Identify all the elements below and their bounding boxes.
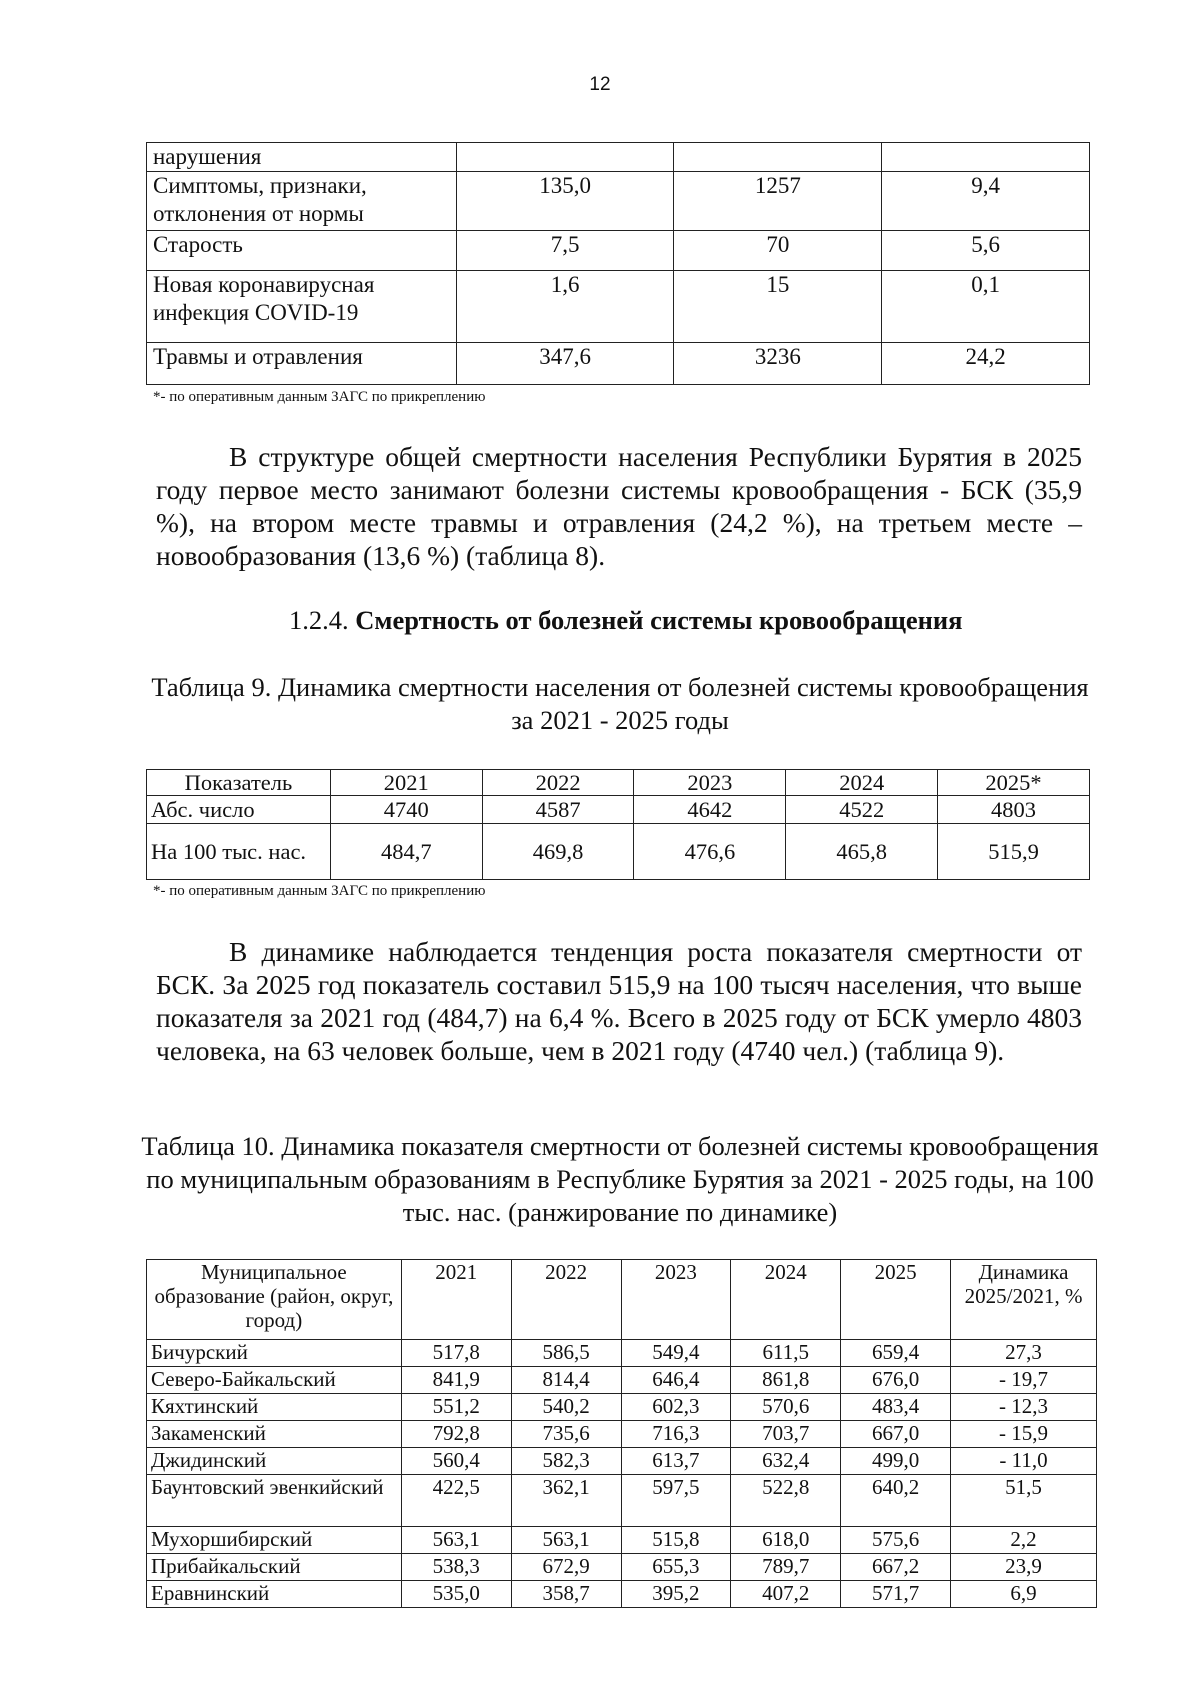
table-caption: Таблица 10. Динамика показателя смертности от болезней системы кровообращения по муниципальным образованиям в Республике Бурятия за 2021 - 2025 годы, на 100 тыс. нас. (ранжирование по динамике) — [141, 1131, 1099, 1227]
column-header: 2024 — [731, 1260, 841, 1340]
table-cell: 51,5 — [951, 1475, 1097, 1527]
table-cell: 5,6 — [882, 231, 1090, 271]
table-cell: 15 — [674, 271, 882, 343]
table-cell: Старость — [147, 231, 457, 271]
table-cell: 861,8 — [731, 1367, 841, 1394]
table-cell: 422,5 — [401, 1475, 511, 1527]
table-header-row — [147, 770, 1090, 796]
table-cell: 24,2 — [882, 343, 1090, 385]
table-cell: 1,6 — [456, 271, 674, 343]
table-cell: 499,0 — [841, 1448, 951, 1475]
table-row — [147, 271, 1090, 343]
table-cell: 560,4 — [401, 1448, 511, 1475]
table-row — [147, 143, 1090, 172]
table-cell: На 100 тыс. нас. — [147, 824, 331, 880]
table-cell: 4587 — [482, 796, 634, 824]
column-header: 2024 — [786, 770, 938, 796]
table-cell: Абс. число — [147, 796, 331, 824]
table-cell: 535,0 — [401, 1581, 511, 1608]
section-number: 1.2.4. — [289, 605, 349, 635]
table-footnote: *- по оперативным данным ЗАГС по прикреплению — [153, 883, 486, 899]
table-cell: 2,2 — [951, 1527, 1097, 1554]
table-cell: 632,4 — [731, 1448, 841, 1475]
table-cell: - 12,3 — [951, 1394, 1097, 1421]
table-cell: 476,6 — [634, 824, 786, 880]
table-cell: 465,8 — [786, 824, 938, 880]
table-row — [147, 343, 1090, 385]
mortality-structure-table — [146, 142, 1090, 385]
table-cell: 667,2 — [841, 1554, 951, 1581]
table-cell: 7,5 — [456, 231, 674, 271]
table-cell: 4522 — [786, 796, 938, 824]
table-row — [147, 1475, 1097, 1527]
section-title: Смертность от болезней системы кровообращения — [355, 605, 963, 635]
table-row — [147, 1581, 1097, 1608]
table-cell — [882, 143, 1090, 172]
table-cell: Симптомы, признаки, отклонения от нормы — [147, 172, 457, 231]
table-cell: Бичурский — [147, 1340, 402, 1367]
table-row — [147, 1421, 1097, 1448]
table-row — [147, 824, 1090, 880]
table-cell: 347,6 — [456, 343, 674, 385]
table-footnote: *- по оперативным данным ЗАГС по прикреплению — [153, 389, 486, 405]
table-cell: 540,2 — [511, 1394, 621, 1421]
column-header: 2023 — [621, 1260, 731, 1340]
table-cell: Закаменский — [147, 1421, 402, 1448]
table-cell: 735,6 — [511, 1421, 621, 1448]
table-cell: 4803 — [938, 796, 1090, 824]
table-cell: 597,5 — [621, 1475, 731, 1527]
table-cell: 672,9 — [511, 1554, 621, 1581]
table-cell: 551,2 — [401, 1394, 511, 1421]
table-cell: - 15,9 — [951, 1421, 1097, 1448]
column-header: 2022 — [511, 1260, 621, 1340]
table-cell: 362,1 — [511, 1475, 621, 1527]
table-cell: 570,6 — [731, 1394, 841, 1421]
table-cell: 484,7 — [330, 824, 482, 880]
table-row — [147, 231, 1090, 271]
table-cell: - 11,0 — [951, 1448, 1097, 1475]
table-cell: 23,9 — [951, 1554, 1097, 1581]
table-cell: нарушения — [147, 143, 457, 172]
table-cell: 358,7 — [511, 1581, 621, 1608]
table-cell: 0,1 — [882, 271, 1090, 343]
table-cell: 613,7 — [621, 1448, 731, 1475]
table-cell: 538,3 — [401, 1554, 511, 1581]
table-cell: 522,8 — [731, 1475, 841, 1527]
section-heading — [289, 605, 963, 636]
column-header: 2025 — [841, 1260, 951, 1340]
table-cell: Мухоршибирский — [147, 1527, 402, 1554]
cvd-mortality-dynamics-table — [146, 769, 1090, 880]
paragraph: В динамике наблюдается тенденция роста показателя смертности от БСК. За 2025 год показатель составил 515,9 на 100 тысяч населения, что выше показателя за 2021 год (484,7) на 6,4 %. Всего в 2025 году от БСК умерло 4803 человека, на 63 человек больше, чем в 2021 году (4740 чел.) (таблица 9). — [156, 936, 1082, 1066]
table-cell: 563,1 — [401, 1527, 511, 1554]
column-header: Динамика 2025/2021, % — [951, 1260, 1097, 1340]
table-cell: 814,4 — [511, 1367, 621, 1394]
column-header: Муниципальное образование (район, округ, город) — [147, 1260, 402, 1340]
table-cell: 575,6 — [841, 1527, 951, 1554]
table-cell: 703,7 — [731, 1421, 841, 1448]
table-row — [147, 1448, 1097, 1475]
table-cell: 469,8 — [482, 824, 634, 880]
table-row — [147, 1554, 1097, 1581]
table-cell: 667,0 — [841, 1421, 951, 1448]
table-cell: Еравнинский — [147, 1581, 402, 1608]
table-cell: 515,9 — [938, 824, 1090, 880]
table-cell: 563,1 — [511, 1527, 621, 1554]
table-cell: 9,4 — [882, 172, 1090, 231]
table-cell: 515,8 — [621, 1527, 731, 1554]
table-cell: 395,2 — [621, 1581, 731, 1608]
table-cell: 571,7 — [841, 1581, 951, 1608]
table-row — [147, 1340, 1097, 1367]
table-cell: 407,2 — [731, 1581, 841, 1608]
paragraph: В структуре общей смертности населения Республики Бурятия в 2025 году первое место занимают болезни системы кровообращения - БСК (35,9 %), на втором месте травмы и отравления (24,2 %), на третьем месте – новообразования (13,6 %) (таблица 8). — [156, 441, 1082, 571]
table-cell: Кяхтинский — [147, 1394, 402, 1421]
table-cell: 517,8 — [401, 1340, 511, 1367]
table-cell: 4642 — [634, 796, 786, 824]
table-cell: 70 — [674, 231, 882, 271]
table-cell: - 19,7 — [951, 1367, 1097, 1394]
table-cell: 4740 — [330, 796, 482, 824]
table-cell: 582,3 — [511, 1448, 621, 1475]
column-header: 2021 — [330, 770, 482, 796]
table-cell: 841,9 — [401, 1367, 511, 1394]
column-header: 2022 — [482, 770, 634, 796]
table-row — [147, 1527, 1097, 1554]
table-cell: 602,3 — [621, 1394, 731, 1421]
table-cell: Северо-Байкальский — [147, 1367, 402, 1394]
table-cell: 676,0 — [841, 1367, 951, 1394]
table-cell: Новая коронавирусная инфекция COVID-19 — [147, 271, 457, 343]
column-header: 2025* — [938, 770, 1090, 796]
table-cell: 549,4 — [621, 1340, 731, 1367]
table-cell: Джидинский — [147, 1448, 402, 1475]
page-number: 12 — [589, 74, 611, 95]
table-row — [147, 1394, 1097, 1421]
column-header: Показатель — [147, 770, 331, 796]
table-cell: 789,7 — [731, 1554, 841, 1581]
table-cell: 6,9 — [951, 1581, 1097, 1608]
table-cell: Баунтовский эвенкийский — [147, 1475, 402, 1527]
table-cell: Прибайкальский — [147, 1554, 402, 1581]
table-cell: 611,5 — [731, 1340, 841, 1367]
column-header: 2021 — [401, 1260, 511, 1340]
table-cell: 792,8 — [401, 1421, 511, 1448]
table-cell: 27,3 — [951, 1340, 1097, 1367]
table-cell: 1257 — [674, 172, 882, 231]
table-cell: 659,4 — [841, 1340, 951, 1367]
table-cell: 586,5 — [511, 1340, 621, 1367]
table-cell: 618,0 — [731, 1527, 841, 1554]
municipal-cvd-mortality-table — [146, 1259, 1097, 1608]
table-cell: 3236 — [674, 343, 882, 385]
table-cell: 716,3 — [621, 1421, 731, 1448]
table-row — [147, 796, 1090, 824]
table-row — [147, 172, 1090, 231]
table-cell: 646,4 — [621, 1367, 731, 1394]
table-cell: Травмы и отравления — [147, 343, 457, 385]
table-caption: Таблица 9. Динамика смертности населения от болезней системы кровообращения за 2021 - 2025 годы — [151, 672, 1089, 735]
table-cell: 640,2 — [841, 1475, 951, 1527]
column-header: 2023 — [634, 770, 786, 796]
table-row — [147, 1367, 1097, 1394]
table-cell — [674, 143, 882, 172]
table-cell: 135,0 — [456, 172, 674, 231]
table-cell — [456, 143, 674, 172]
table-cell: 655,3 — [621, 1554, 731, 1581]
table-header-row — [147, 1260, 1097, 1340]
table-cell: 483,4 — [841, 1394, 951, 1421]
